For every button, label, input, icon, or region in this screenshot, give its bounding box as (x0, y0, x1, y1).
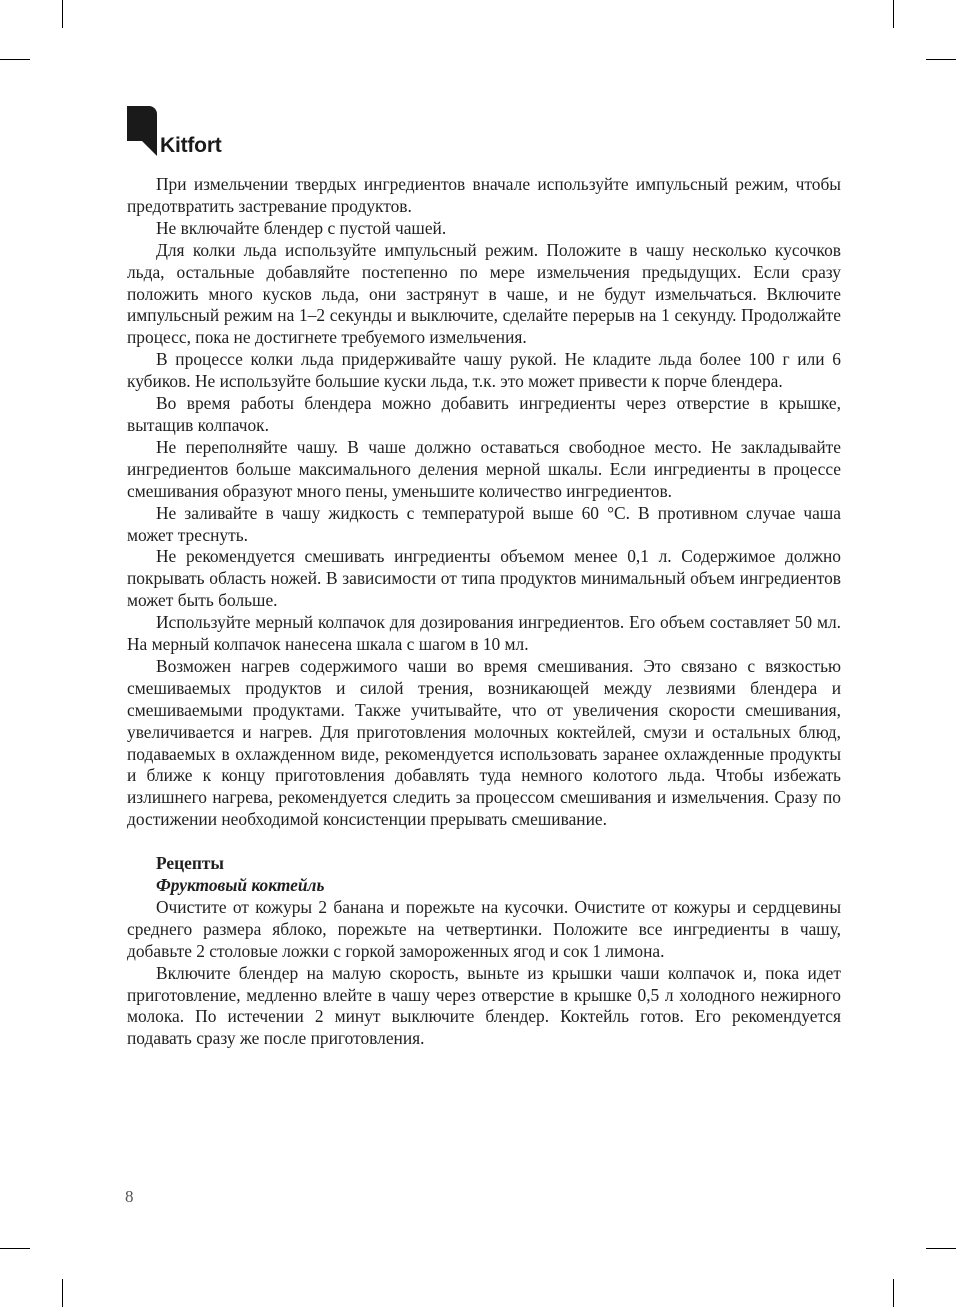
paragraph: При измельчении твердых ингредиентов вначале используйте импульсный режим, чтобы предотвратить застревание продуктов. (127, 174, 841, 216)
section-gap (127, 831, 841, 853)
paragraph: Для колки льда используйте импульсный режим. Положите в чашу несколько кусочков льда, остальные добавляйте постепенно по мере измельчения предыдущих. Если сразу положить много кусков льда, они застрянут в чаше, и не будут измельчаться. Включите импульсный режим на 1–2 секунды и выключите, сделайте перерыв на 1 секунду. Продолжайте процесс, пока не достигнете требуемого измельчения. (127, 239, 841, 348)
crop-mark (0, 59, 30, 60)
paragraph: Не заливайте в чашу жидкость с температурой выше 60 °С. В противном случае чаша может треснуть. (127, 502, 841, 545)
paragraph: Используйте мерный колпачок для дозирования ингредиентов. Его объем составляет 50 мл. На мерный колпачок нанесена шкала с шагом в 10 мл. (127, 612, 841, 655)
recipe-paragraph: Очистите от кожуры 2 банана и порежьте на кусочки. Очистите от кожуры и сердцевины среднего размера яблоко, порежьте на четвертинки. Положите все ингредиенты в чашу, добавьте 2 столовые ложки с горкой замороженных ягод и сок 1 лимона. (127, 896, 841, 961)
paragraph: Не переполняйте чашу. В чаше должно оставаться свободное место. Не закладывайте ингредиентов больше максимального деления мерной шкалы. Если ингредиенты в процессе смешивания образуют много пены, уменьшите количество ингредиентов. (127, 436, 841, 501)
paragraph: Не включайте блендер с пустой чашей. (156, 217, 447, 238)
recipe-paragraph: Включите блендер на малую скорость, выньте из крышки чаши колпачок и, пока идет приготовление, медленно влейте в чашу через отверстие в крышке 0,5 л холодного нежирного молока. По истечении 2 минут выключите блендер. Коктейль готов. Его рекомендуется подавать сразу же после приготовления. (127, 962, 841, 1049)
crop-mark (62, 0, 63, 28)
brand-name: Kitfort (160, 134, 222, 157)
recipes-heading: Рецепты (156, 853, 224, 874)
paragraph: Во время работы блендера можно добавить ингредиенты через отверстие в крышке, вытащив колпачок. (127, 393, 841, 435)
crop-mark (893, 0, 894, 28)
brand-logo (127, 106, 222, 156)
paragraph: Не рекомендуется смешивать ингредиенты объемом менее 0,1 л. Содержимое должно покрывать область ножей. В зависимости от типа продуктов минимальный объем ингредиентов может быть больше. (127, 546, 841, 611)
paragraph: В процессе колки льда придерживайте чашу рукой. Не кладите льда более 100 г или 6 кубиков. Не используйте большие куски льда, т.к. это может привести к порче блендера. (127, 349, 841, 392)
kitfort-logo-icon (127, 106, 157, 156)
paragraph: Возможен нагрев содержимого чаши во время смешивания. Это связано с вязкостью смешиваемых продуктов и силой трения, возникающей между лезвиями блендера и смешиваемыми продуктами. Также учитывайте, что от увеличения скорости смешивания, увеличивается и нагрев. Для приготовления молочных коктейлей, смузи и остальных блюд, подаваемых в охлажденном виде, рекомендуется использовать заранее охлажденные продукты и ближе к концу приготовления добавлять туда немного колотого льда. Чтобы избежать излишнего нагрева, рекомендуется следить за процессом смешивания и измельчения. Сразу по достижении необходимой консистенции прерывать смешивание. (127, 655, 841, 830)
crop-mark (893, 1279, 894, 1307)
page-number: 8 (125, 1187, 134, 1206)
crop-mark (926, 59, 956, 60)
document-body (127, 174, 841, 1050)
crop-mark (62, 1279, 63, 1307)
recipe-title: Фруктовый коктейль (156, 874, 325, 895)
crop-mark (926, 1248, 956, 1249)
crop-mark (0, 1248, 30, 1249)
